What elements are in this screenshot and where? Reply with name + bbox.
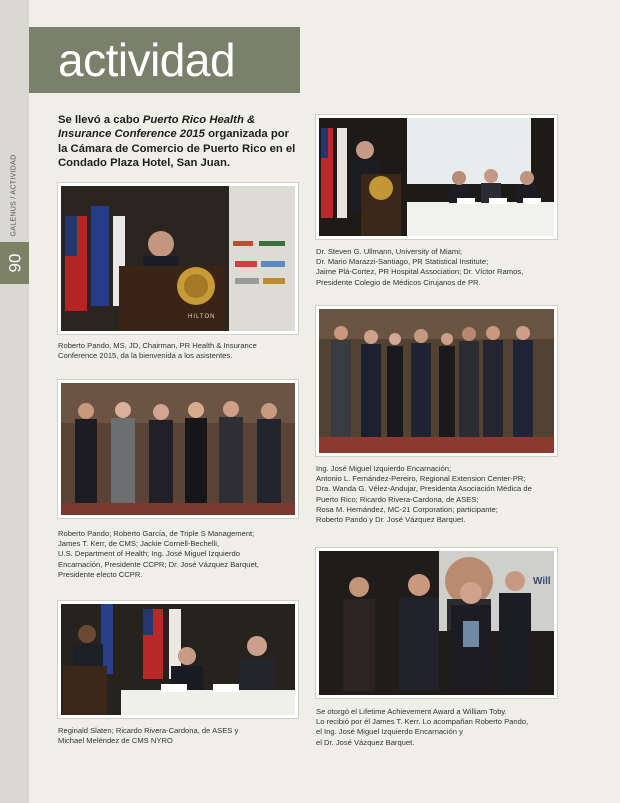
caption-panel-right: Dr. Steven G. Ullmann, University of Miami; Dr. Mario Marazzi-Santiago, PR Statistical Institute; Jaime Plá-Cortez, PR Hospital Association; Dr. Víctor Ramos, Presidente Colegio de Médicos Cirujanos de PR.	[316, 247, 524, 287]
page-sidebar	[0, 0, 29, 803]
caption-award: Se otorgó el Lifetime Achievement Award a William Toby. Lo recibió por él James T. Kerr. Lo acompañan Roberto Pando, el Ing. José Miguel Izquierdo Encarnación y el Dr. José Vázquez Barquet.	[316, 707, 529, 747]
intro-event-name: Puerto Rico Health & Insurance Conference 2015	[58, 114, 256, 141]
caption-group-six: Roberto Pando; Roberto García, de Triple S Management; James T. Kerr, de CMS; Jackie Cornell-Bechelli, U.S. Department of Health; Ing. José Miguel Izquierdo Encarnación, Presidente CCPR; Dr. José Vázquez Barquet, Presidente electo CCPR.	[58, 529, 259, 579]
intro-rest: organizada por la Cámara de Comercio de Puerto Rico en el Condado Plaza Hotel, San Juan.	[58, 128, 296, 170]
photo-group-nine	[316, 306, 557, 456]
hotel-sign: HILTON	[188, 314, 216, 320]
photo-panel-right	[316, 115, 557, 239]
photo-podium-speaker	[58, 183, 298, 334]
intro-paragraph	[58, 113, 298, 171]
photo-group-six	[58, 380, 298, 518]
intro-lead: Se llevó a cabo	[58, 114, 140, 126]
page-number: 90	[4, 253, 24, 273]
award-screen-text: Will	[533, 576, 551, 587]
photo-panel-left	[58, 601, 298, 718]
caption-panel-left: Reginald Slaten; Ricardo Rivera-Cardona, de ASES y Michael Meléndez de CMS NYRO	[58, 726, 239, 746]
caption-podium-speaker: Roberto Pando, MS, JD, Chairman, PR Health & Insurance Conference 2015, da la bienvenida a los asistentes.	[58, 341, 257, 361]
section-title: actividad	[29, 27, 300, 93]
photo-award	[316, 548, 557, 698]
running-head: GALENUS / ACTIVIDAD	[10, 154, 18, 236]
caption-group-nine: Ing. José Miguel Izquierdo Encarnación; Antonio L. Fernández-Pereiro, Regional Extension Center-PR; Dra. Wanda G. Vélez-Andujar, Presidenta Asociación Médica de Puerto Rico; Ricardo Rivera-Cardona, de ASES; Rosa M. Hernández, MC-21 Corporation; participante; Roberto Pando y Dr. José Vázquez Barquet.	[316, 464, 532, 525]
